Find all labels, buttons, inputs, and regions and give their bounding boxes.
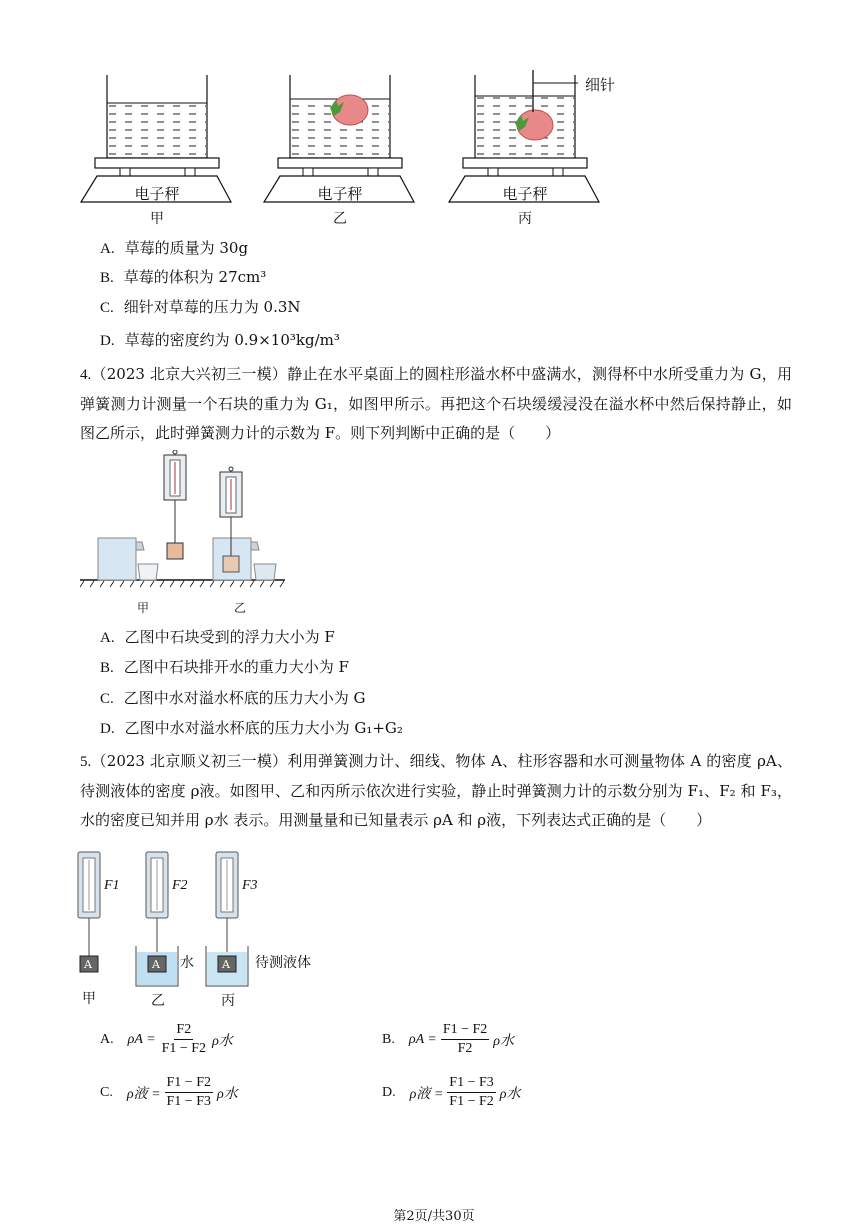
fraction (447, 1075, 495, 1110)
option-text: 细针对草莓的压力为 0.3N (123, 298, 301, 316)
q4-text: （2023 北京大兴初三一模）静止在水平桌面上的圆柱形溢水杯中盛满水，测得杯中水所受重力为 G，用弹簧测力计测量一个石块的重力为 G₁，如图甲所示。再把这个石块缓缓浸没在溢水杯中然后保持静止，如图乙所示，此时弹簧测力计的示数为 F。则下列判断中正确的是（ ） (80, 365, 792, 442)
fraction (160, 1022, 208, 1057)
option-text: 乙图中石块受到的浮力大小为 F (124, 628, 335, 646)
numerator: F2 (174, 1022, 193, 1040)
q4-number: 4. (80, 367, 92, 383)
block-label-3: A (222, 958, 230, 971)
q3-option-b (100, 267, 266, 288)
force-label-2: F2 (172, 878, 188, 893)
option-key: C. (100, 691, 114, 707)
force-label-1: F1 (104, 878, 120, 893)
option-text: 草莓的质量为 30g (124, 239, 249, 257)
force-label-3: F3 (242, 878, 258, 893)
numerator: F1 − F2 (165, 1075, 213, 1093)
q5-text: （2023 北京顺义初三一模）利用弹簧测力计、细线、物体 A、柱形容器和水可测量物体 A 的密度 ρA、待测液体的密度 ρ液。如图甲、乙和丙所示依次进行实验，静止时弹簧测力计的示数分别为 F₁、F₂ 和 F₃，水的密度已知并用 ρ水 表示。用测量量和已知量表示 ρA 和 ρ液，下列表达式正确的是（ ） (80, 752, 792, 829)
numerator: F1 − F2 (441, 1022, 489, 1040)
q5-stem (80, 747, 792, 835)
fraction (165, 1075, 213, 1110)
formula-tail: ρ水 (212, 1033, 233, 1049)
option-text: 草莓的密度约为 0.9×10³kg/m³ (124, 331, 340, 349)
water-label: 水 (180, 955, 194, 971)
spring-scale-1 (78, 852, 100, 972)
formula-lhs: ρ液 = (409, 1086, 444, 1102)
q5-caption-yi: 乙 (151, 993, 165, 1009)
option-key: D. (100, 721, 115, 737)
formula-lhs: ρA = (127, 1031, 156, 1047)
option-key: D. (382, 1084, 396, 1100)
scale-label-yi: 电子秤 (317, 185, 363, 203)
q4-option-d (100, 718, 403, 739)
needle-label: 细针 (585, 76, 616, 94)
q5-caption-bing: 丙 (221, 993, 235, 1009)
liquid-label: 待测液体 (255, 955, 311, 971)
q4-option-c (100, 688, 366, 709)
formula-lhs: ρA = (408, 1031, 437, 1047)
q5-option-a (100, 1022, 233, 1057)
option-text: 乙图中水对溢水杯底的压力大小为 G (123, 689, 366, 707)
option-key: C. (100, 300, 114, 316)
q4-option-b (100, 657, 349, 678)
block-label-1: A (84, 958, 92, 971)
overflow-cup-yi (213, 538, 276, 580)
denominator: F1 − F2 (161, 1041, 207, 1056)
q4-caption-yi: 乙 (233, 601, 246, 615)
spring-scale-jia (164, 450, 186, 559)
option-key: B. (100, 270, 114, 286)
q5-option-c (100, 1075, 238, 1110)
option-text: 乙图中石块排开水的重力大小为 F (123, 658, 349, 676)
formula-lhs: ρ液 = (126, 1086, 161, 1102)
block-label-2: A (152, 958, 160, 971)
denominator: F2 (457, 1041, 473, 1056)
overflow-cup-figure (80, 450, 300, 595)
caption-yi: 乙 (333, 211, 347, 227)
numerator: F1 − F3 (447, 1075, 495, 1093)
q5-option-d (382, 1075, 521, 1110)
option-key: D. (100, 333, 115, 349)
overflow-cup-jia (98, 538, 158, 580)
fraction (441, 1022, 489, 1057)
option-text: 草莓的体积为 27cm³ (123, 268, 267, 286)
option-key: B. (100, 660, 114, 676)
caption-jia: 甲 (150, 211, 164, 227)
q4-option-a (100, 627, 335, 648)
scale-label-jia: 电子秤 (134, 185, 180, 203)
option-key: A. (100, 630, 115, 646)
denominator: F1 − F2 (449, 1094, 494, 1109)
q3-option-a (100, 238, 248, 259)
q5-number: 5. (80, 754, 92, 770)
q3-option-d (100, 330, 340, 351)
formula-tail: ρ水 (499, 1086, 521, 1102)
option-key: C. (100, 1084, 113, 1100)
option-key: A. (100, 1031, 114, 1047)
option-key: A. (100, 241, 115, 257)
caption-bing: 丙 (518, 211, 532, 227)
scale-label-bing: 电子秤 (502, 185, 548, 203)
formula-tail: ρ水 (216, 1086, 238, 1102)
option-text: 乙图中水对溢水杯底的压力大小为 G₁+G₂ (124, 719, 403, 737)
q5-caption-jia: 甲 (82, 991, 96, 1007)
q4-caption-jia: 甲 (136, 601, 149, 615)
q3-option-c (100, 297, 301, 318)
page-footer: 第2页/共30页 (393, 1209, 475, 1224)
formula-tail: ρ水 (493, 1033, 515, 1049)
q4-stem (80, 360, 792, 448)
q5-option-b (382, 1022, 514, 1057)
option-key: B. (382, 1031, 395, 1047)
denominator: F1 − F3 (166, 1094, 211, 1109)
